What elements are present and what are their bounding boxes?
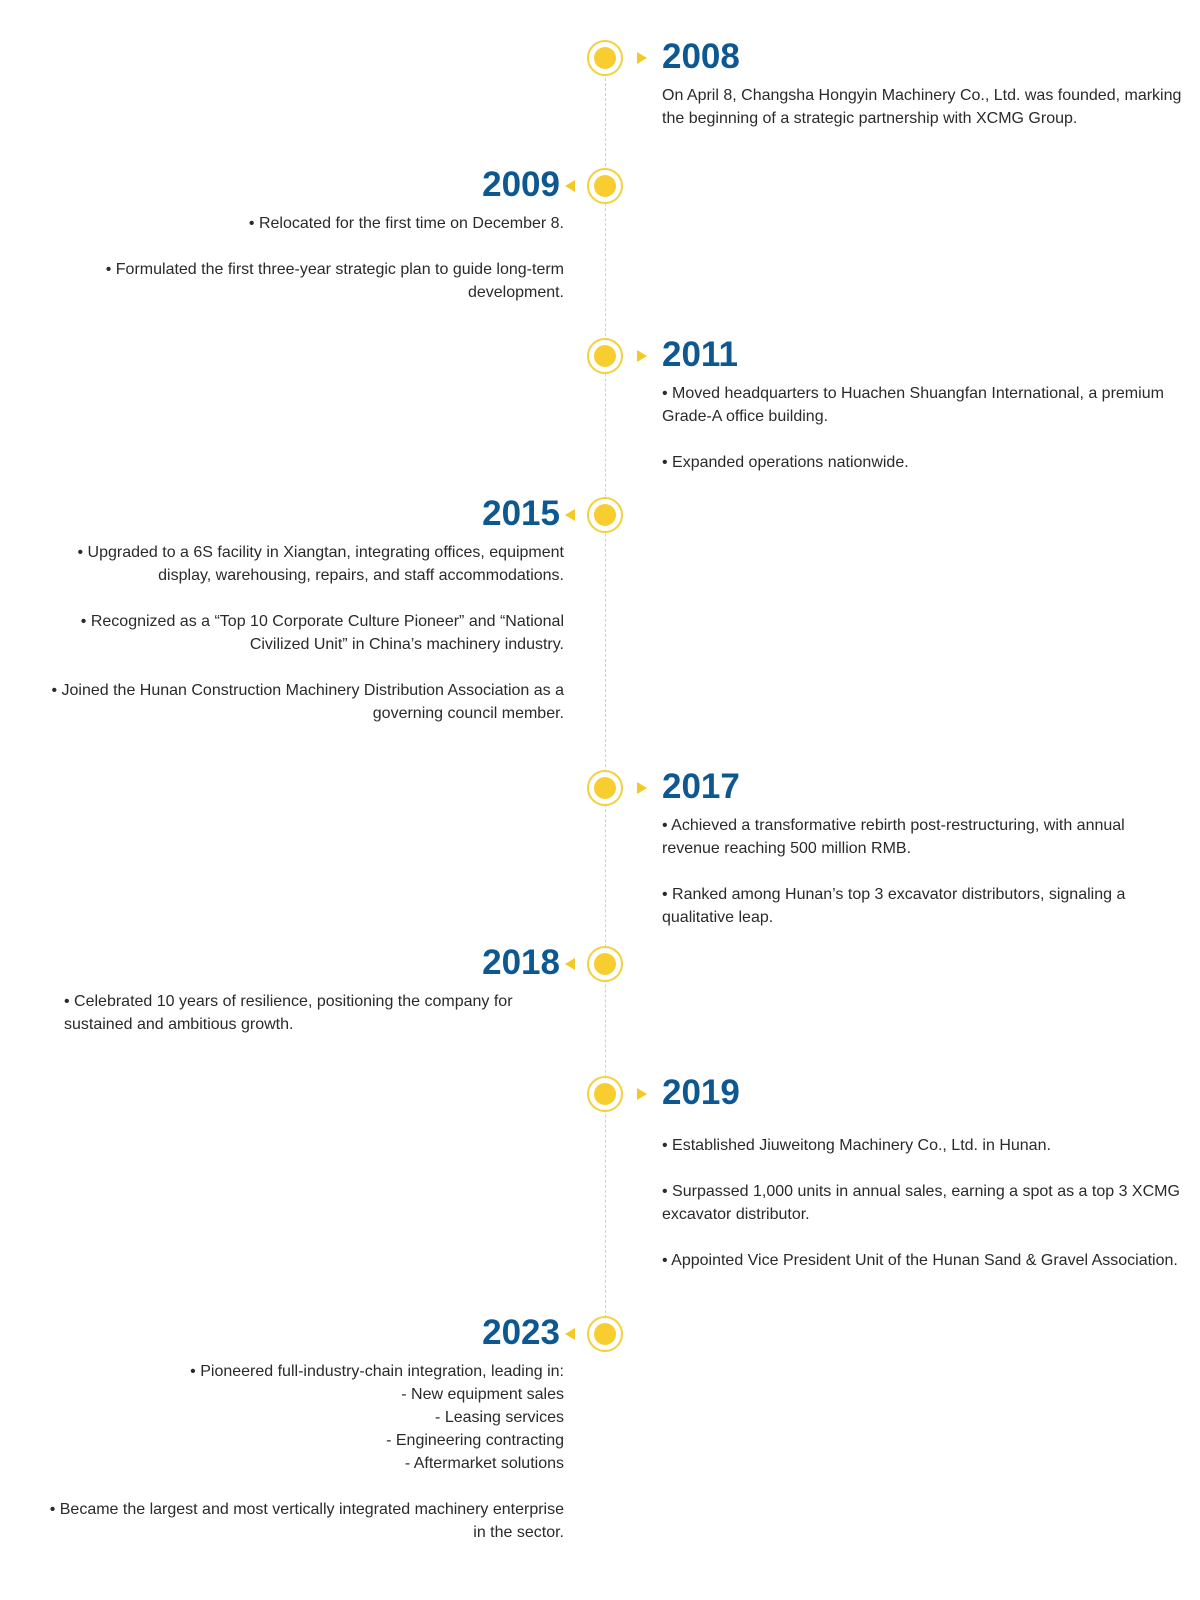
arrow-left-icon	[565, 180, 575, 192]
timeline-marker-icon	[587, 946, 623, 982]
entry-paragraph: • Recognized as a “Top 10 Corporate Culture Pioneer” and “National Civilized Unit” in China’s machinery industry.	[80, 613, 564, 653]
entry-paragraph: • Expanded operations nationwide.	[662, 454, 909, 471]
entry-paragraph: • Established Jiuweitong Machinery Co., Ltd. in Hunan.	[662, 1137, 1051, 1154]
year-heading: 2023	[482, 1313, 560, 1352]
entry-list-item: - Engineering contracting	[386, 1432, 564, 1449]
entry-paragraph: • Formulated the first three-year strategic plan to guide long-term development.	[105, 261, 564, 301]
entry-paragraph: On April 8, Changsha Hongyin Machinery Co., Ltd. was founded, marking the beginning of a strategic partnership with XCMG Group.	[662, 87, 1182, 127]
entry-list-item: - New equipment sales	[401, 1386, 564, 1403]
entry-paragraph: • Upgraded to a 6S facility in Xiangtan, integrating offices, equipment display, warehousing, repairs, and staff accommodations.	[77, 544, 564, 584]
entry-description	[64, 990, 564, 1036]
timeline-marker-icon	[587, 338, 623, 374]
timeline-marker-icon	[587, 770, 623, 806]
entry-description	[34, 541, 564, 725]
year-heading: 2018	[482, 943, 560, 982]
entry-paragraph: • Relocated for the first time on December 8.	[248, 215, 564, 232]
entry-paragraph: • Surpassed 1,000 units in annual sales, earning a spot as a top 3 XCMG excavator distributor.	[662, 1183, 1180, 1223]
timeline-marker-icon	[587, 497, 623, 533]
arrow-right-icon	[637, 1088, 647, 1100]
arrow-right-icon	[637, 52, 647, 64]
year-heading: 2008	[662, 37, 740, 76]
entry-list-item: - Leasing services	[435, 1409, 564, 1426]
arrow-right-icon	[637, 350, 647, 362]
entry-paragraph: • Achieved a transformative rebirth post-restructuring, with annual revenue reaching 500 million RMB.	[662, 817, 1125, 857]
entry-paragraph: • Joined the Hunan Construction Machinery Distribution Association as a governing council member.	[51, 682, 564, 722]
entry-description	[34, 212, 564, 304]
year-heading: 2011	[662, 335, 738, 374]
entry-paragraph: • Moved headquarters to Huachen Shuangfan International, a premium Grade-A office building.	[662, 385, 1164, 425]
arrow-right-icon	[637, 782, 647, 794]
timeline-marker-icon	[587, 168, 623, 204]
arrow-left-icon	[565, 509, 575, 521]
entry-paragraph	[34, 1360, 564, 1475]
entry-paragraph: • Appointed Vice President Unit of the Hunan Sand & Gravel Association.	[662, 1252, 1178, 1269]
timeline-marker-icon	[587, 1076, 623, 1112]
entry-description	[662, 1134, 1182, 1272]
year-heading: 2017	[662, 767, 740, 806]
arrow-left-icon	[565, 958, 575, 970]
entry-paragraph: • Became the largest and most vertically integrated machinery enterprise in the sector.	[49, 1501, 564, 1541]
year-heading: 2009	[482, 165, 560, 204]
entry-paragraph: • Celebrated 10 years of resilience, positioning the company for sustained and ambitious growth.	[64, 993, 513, 1033]
year-heading: 2019	[662, 1073, 740, 1112]
timeline-marker-icon	[587, 1316, 623, 1352]
entry-intro: • Pioneered full-industry-chain integration, leading in:	[190, 1363, 564, 1380]
entry-description	[662, 84, 1182, 130]
timeline-axis-line	[605, 58, 606, 1333]
entry-description	[662, 814, 1182, 929]
timeline-marker-icon	[587, 40, 623, 76]
year-heading: 2015	[482, 494, 560, 533]
arrow-left-icon	[565, 1328, 575, 1340]
entry-description	[34, 1360, 564, 1544]
entry-list-item: - Aftermarket solutions	[404, 1455, 564, 1472]
entry-description	[662, 382, 1182, 474]
entry-paragraph: • Ranked among Hunan’s top 3 excavator distributors, signaling a qualitative leap.	[662, 886, 1126, 926]
